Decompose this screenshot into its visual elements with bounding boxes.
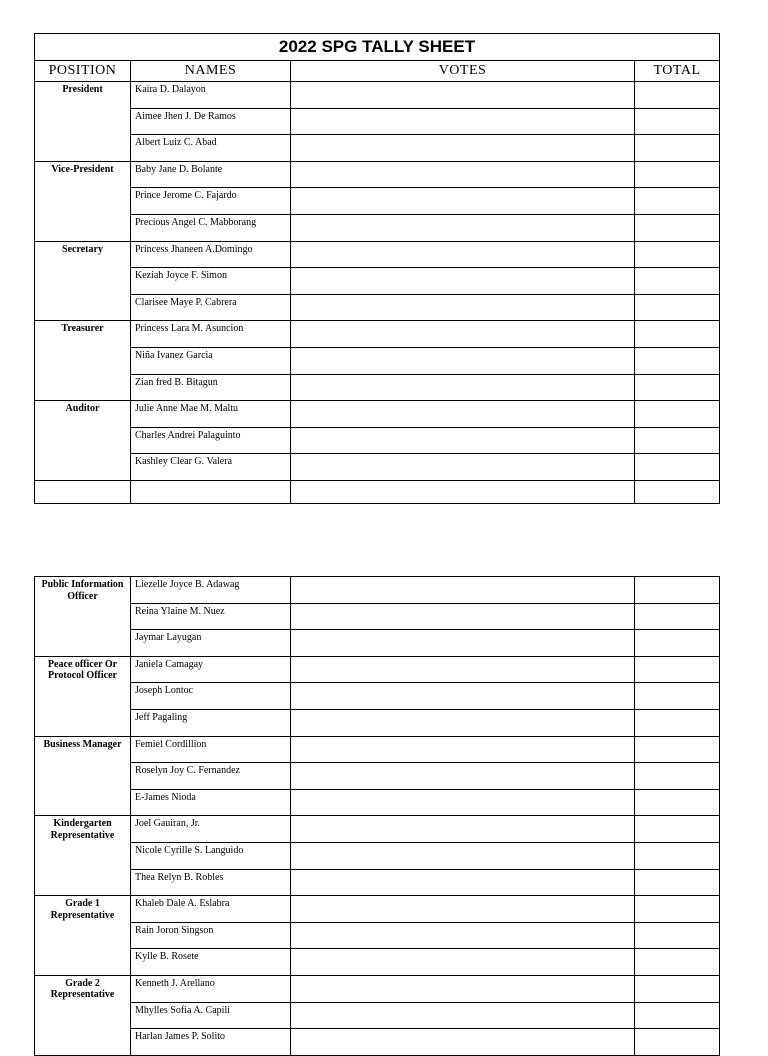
table-row — [35, 709, 720, 736]
blank-cell[interactable] — [635, 480, 720, 503]
table-row — [35, 374, 720, 401]
votes-cell[interactable] — [291, 347, 635, 374]
table-row — [35, 630, 720, 657]
votes-cell[interactable] — [291, 1002, 635, 1029]
candidate-name: Roselyn Joy C. Fernandez — [131, 763, 291, 790]
candidate-name: Precious Angel C. Mabborang — [131, 214, 291, 241]
table-row — [35, 454, 720, 481]
votes-cell[interactable] — [291, 161, 635, 188]
table-row — [35, 268, 720, 295]
header-position: POSITION — [35, 61, 131, 82]
votes-cell[interactable] — [291, 241, 635, 268]
candidate-name: Kenneth J. Arellano — [131, 975, 291, 1002]
total-cell[interactable] — [635, 454, 720, 481]
total-cell[interactable] — [635, 135, 720, 162]
votes-cell[interactable] — [291, 763, 635, 790]
table-row — [35, 161, 720, 188]
votes-cell[interactable] — [291, 975, 635, 1002]
votes-cell[interactable] — [291, 214, 635, 241]
table-row — [35, 214, 720, 241]
candidate-name: Julie Anne Mae M. Maltu — [131, 401, 291, 428]
table-row — [35, 577, 720, 604]
table-row — [35, 975, 720, 1002]
blank-cell[interactable] — [131, 480, 291, 503]
candidate-name: Reina Ylaine M. Nuez — [131, 603, 291, 630]
candidate-name: Keziah Joyce F. Simon — [131, 268, 291, 295]
candidate-name: Princess Lara M. Asuncion — [131, 321, 291, 348]
total-cell[interactable] — [635, 347, 720, 374]
total-cell[interactable] — [635, 1002, 720, 1029]
total-cell[interactable] — [635, 763, 720, 790]
blank-row — [35, 480, 720, 503]
total-cell[interactable] — [635, 108, 720, 135]
total-cell[interactable] — [635, 949, 720, 976]
total-cell[interactable] — [635, 975, 720, 1002]
candidate-name: Jaymar Layugan — [131, 630, 291, 657]
table-row — [35, 1029, 720, 1056]
total-cell[interactable] — [635, 683, 720, 710]
total-cell[interactable] — [635, 842, 720, 869]
candidate-name: Khaleb Dale A. Eslabra — [131, 896, 291, 923]
table-row — [35, 816, 720, 843]
total-cell[interactable] — [635, 268, 720, 295]
table-row — [35, 135, 720, 162]
sheet-title: 2022 SPG TALLY SHEET — [35, 34, 720, 61]
candidate-name: Kashley Clear G. Valera — [131, 454, 291, 481]
total-cell[interactable] — [635, 1029, 720, 1056]
votes-cell[interactable] — [291, 896, 635, 923]
table-row — [35, 321, 720, 348]
votes-cell[interactable] — [291, 374, 635, 401]
candidate-name: Albert Luiz C. Abad — [131, 135, 291, 162]
table-row — [35, 241, 720, 268]
header-votes: VOTES — [291, 61, 635, 82]
table-row — [35, 188, 720, 215]
position-cell: Public Information Officer — [35, 577, 131, 657]
total-cell[interactable] — [635, 789, 720, 816]
votes-cell[interactable] — [291, 603, 635, 630]
table-row — [35, 789, 720, 816]
votes-cell[interactable] — [291, 401, 635, 428]
candidate-name: Jeff Pagaling — [131, 709, 291, 736]
total-cell[interactable] — [635, 294, 720, 321]
candidate-name: Clarisee Maye P. Cabrera — [131, 294, 291, 321]
candidate-name: Mhylles Sofia A. Capili — [131, 1002, 291, 1029]
table-row — [35, 869, 720, 896]
votes-cell[interactable] — [291, 82, 635, 109]
position-cell: Peace officer Or Protocol Officer — [35, 656, 131, 736]
votes-cell[interactable] — [291, 268, 635, 295]
total-cell[interactable] — [635, 896, 720, 923]
candidate-name: Rain Joron Singson — [131, 922, 291, 949]
votes-cell[interactable] — [291, 842, 635, 869]
total-cell[interactable] — [635, 709, 720, 736]
table-row — [35, 1002, 720, 1029]
table-row — [35, 922, 720, 949]
votes-cell[interactable] — [291, 630, 635, 657]
table-row — [35, 896, 720, 923]
votes-cell[interactable] — [291, 294, 635, 321]
position-cell: President — [35, 82, 131, 162]
tally-table-2 — [34, 576, 720, 1056]
candidate-name: Joseph Lontoc — [131, 683, 291, 710]
table-row — [35, 108, 720, 135]
total-cell[interactable] — [635, 321, 720, 348]
votes-cell[interactable] — [291, 135, 635, 162]
candidate-name: Kylle B. Rosete — [131, 949, 291, 976]
total-cell[interactable] — [635, 161, 720, 188]
position-cell: Business Manager — [35, 736, 131, 816]
table-row — [35, 294, 720, 321]
table-row — [35, 603, 720, 630]
candidate-name: Kaira D. Dalayon — [131, 82, 291, 109]
total-cell[interactable] — [635, 603, 720, 630]
total-cell[interactable] — [635, 736, 720, 763]
candidate-name: Niña Ivanez Garcia — [131, 347, 291, 374]
table-row — [35, 656, 720, 683]
candidate-name: E-James Nioda — [131, 789, 291, 816]
table-row — [35, 82, 720, 109]
votes-cell[interactable] — [291, 1029, 635, 1056]
total-cell[interactable] — [635, 869, 720, 896]
total-cell[interactable] — [635, 656, 720, 683]
total-cell[interactable] — [635, 374, 720, 401]
blank-cell[interactable] — [291, 480, 635, 503]
position-cell: Secretary — [35, 241, 131, 321]
candidate-name: Prince Jerome C. Fajardo — [131, 188, 291, 215]
votes-cell[interactable] — [291, 736, 635, 763]
candidate-name: Thea Relyn B. Robles — [131, 869, 291, 896]
tally-table-1 — [34, 33, 720, 504]
votes-cell[interactable] — [291, 108, 635, 135]
position-cell: Treasurer — [35, 321, 131, 401]
candidate-name: Nicole Cyrille S. Languido — [131, 842, 291, 869]
candidate-name: Princess Jhaneen A.Domingo — [131, 241, 291, 268]
position-cell: Grade 2 Representative — [35, 975, 131, 1055]
total-cell[interactable] — [635, 401, 720, 428]
candidate-name: Joel Gauiran, Jr. — [131, 816, 291, 843]
votes-cell[interactable] — [291, 656, 635, 683]
header-total: TOTAL — [635, 61, 720, 82]
candidate-name: Aimee Jhen J. De Ramos — [131, 108, 291, 135]
votes-cell[interactable] — [291, 427, 635, 454]
candidate-name: Zian fred B. Bitagun — [131, 374, 291, 401]
votes-cell[interactable] — [291, 577, 635, 604]
total-cell[interactable] — [635, 241, 720, 268]
candidate-name: Liezelle Joyce B. Adawag — [131, 577, 291, 604]
votes-cell[interactable] — [291, 869, 635, 896]
total-cell[interactable] — [635, 577, 720, 604]
total-cell[interactable] — [635, 188, 720, 215]
votes-cell[interactable] — [291, 454, 635, 481]
table-row — [35, 427, 720, 454]
votes-cell[interactable] — [291, 683, 635, 710]
total-cell[interactable] — [635, 82, 720, 109]
table-row — [35, 842, 720, 869]
votes-cell[interactable] — [291, 789, 635, 816]
table-row — [35, 949, 720, 976]
votes-cell[interactable] — [291, 188, 635, 215]
total-cell[interactable] — [635, 922, 720, 949]
total-cell[interactable] — [635, 214, 720, 241]
position-cell: Auditor — [35, 401, 131, 481]
candidate-name: Janiela Camagay — [131, 656, 291, 683]
table-row — [35, 763, 720, 790]
table-row — [35, 401, 720, 428]
votes-cell[interactable] — [291, 709, 635, 736]
blank-cell[interactable] — [35, 480, 131, 503]
total-cell[interactable] — [635, 630, 720, 657]
header-names: NAMES — [131, 61, 291, 82]
position-cell: Kindergarten Representative — [35, 816, 131, 896]
votes-cell[interactable] — [291, 816, 635, 843]
table-row — [35, 347, 720, 374]
votes-cell[interactable] — [291, 321, 635, 348]
table-row — [35, 736, 720, 763]
candidate-name: Harlan James P. Solito — [131, 1029, 291, 1056]
candidate-name: Charles Andrei Palaguinto — [131, 427, 291, 454]
votes-cell[interactable] — [291, 949, 635, 976]
table-row — [35, 683, 720, 710]
total-cell[interactable] — [635, 816, 720, 843]
candidate-name: Femiel Cordillion — [131, 736, 291, 763]
total-cell[interactable] — [635, 427, 720, 454]
votes-cell[interactable] — [291, 922, 635, 949]
candidate-name: Baby Jane D. Bolante — [131, 161, 291, 188]
position-cell: Vice-President — [35, 161, 131, 241]
position-cell: Grade 1 Representative — [35, 896, 131, 976]
